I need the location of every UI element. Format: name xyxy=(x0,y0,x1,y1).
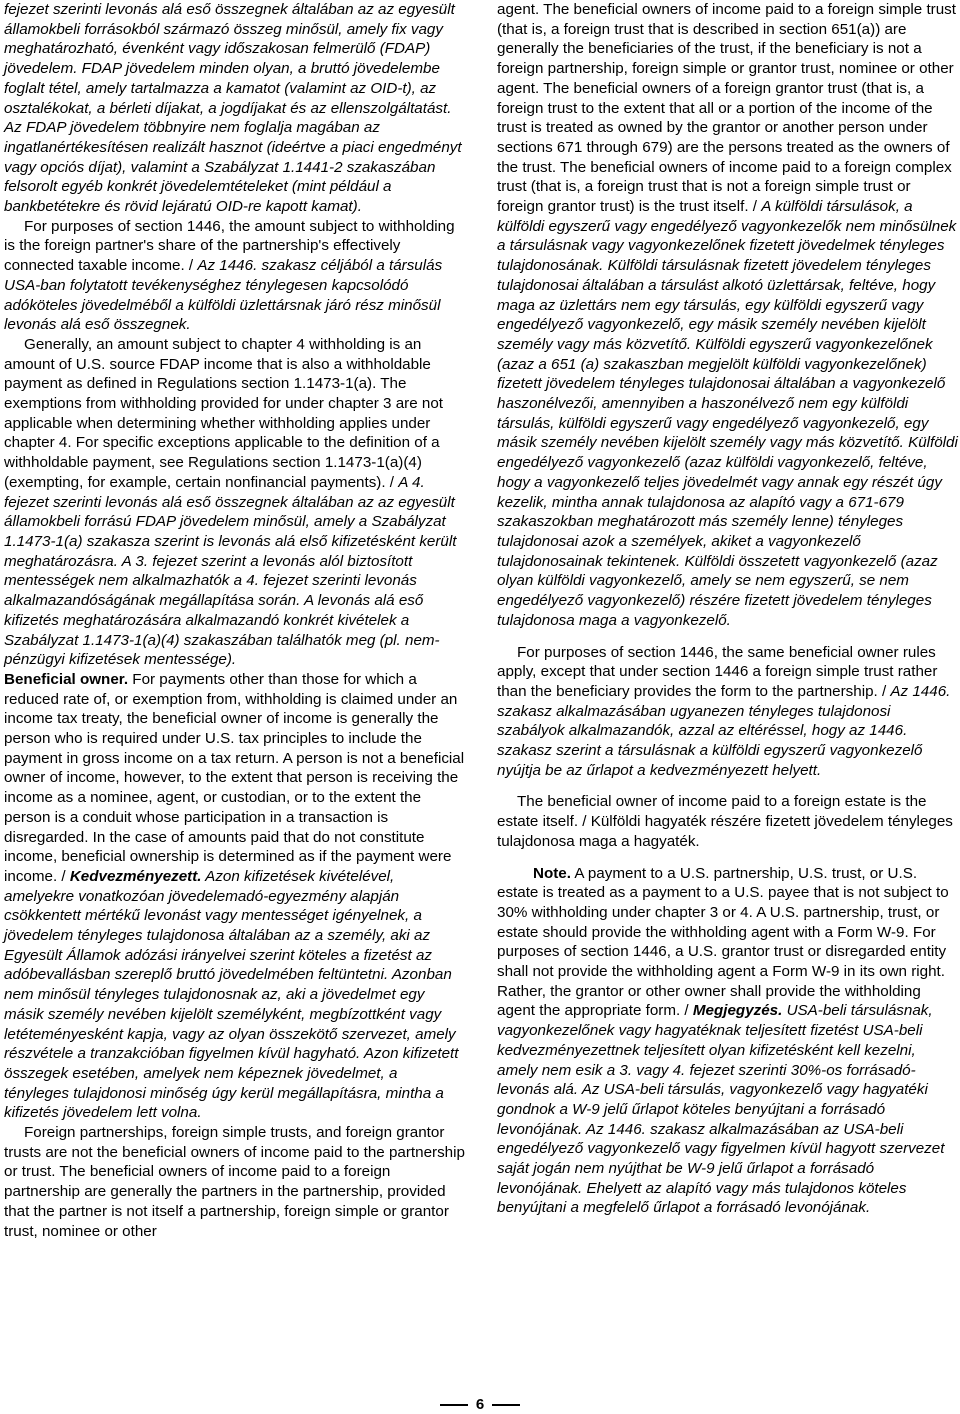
note-heading: Note. xyxy=(533,864,571,882)
footer-dash-left xyxy=(440,1404,468,1406)
right-p2-hungarian: Az 1446. szakasz alkalmazásában ugyanezen tényleges tulajdonosi szabályok alkalmazandók, azzal az eltéréssel, hogy az 1446. szakasz szerint a társulásnak a külföldi egyszerű vagyonkezelő nyújtja be az űrlapot a kedvezményezett helyett. xyxy=(497,682,951,779)
left-p2-hungarian: Az 1446. szakasz céljából a társulás USA-ban folytatott tevékenységhez ténylegesen kapcsolódó adóköteles jövedelméből a külföldi üzlettársnak járó rész minősül levonás alá eső összegnek. xyxy=(4,257,443,334)
left-paragraph-3 xyxy=(4,335,466,670)
right-p2-english: For purposes of section 1446, the same beneficial owner rules apply, except that under section 1446 a foreign simple trust rather than the beneficiary provides the form to the partnership. / xyxy=(497,643,938,700)
right-p4-hungarian: USA-beli társulásnak, vagyonkezelőnek vagy hagyatéknak teljesített fizetést USA-beli kedvezményezettnek teljesített olyan kifizetésként kell kezelni, amely nem esik a 3. vagy 4. fejezet szerinti 30%-os forrásadó-levonás alá. Az USA-beli társulás, vagyonkezelő vagy hagyatéki gondnok a W-9 jelű űrlapot köteles benyújtani a forrásadó levonójának. Az 1446. szakasz alkalmazásában az USA-beli engedélyező vagyonkezelő vagy figyelmen kívül hagyott szervezet saját jogán nem nyújthat be W-9 jelű űrlapot a forrásadó levonójának. Ehelyett az alapító vagy más tulajdonos köteles benyújtani a megfelelő űrlapot a forrásadó levonójának. xyxy=(497,1002,945,1217)
left-p3-hungarian: A 4. fejezet szerinti levonás alá eső összegnek általában az az egyesült államokbeli forrású FDAP jövedelem minősül, amely a Szabályzat 1.1473-1(a) szakasza szerint is levonás alá első kifizetésként került meghatározásra. A 3. fejezet szerint a levonás alól biztosított mentességek nem alkalmazhatók a 4. fejezet szerinti levonás alkalmazandóságának megállapítása során. A levonás alá eső kifizetés meghatározására alkalmazandó konkrét kivételek a Szabályzat 1.1473-1(a)(4) szakaszában találhatók meg (pl. nem-pénzügyi kifizetések mentessége). xyxy=(4,473,457,669)
right-paragraph-3: The beneficial owner of income paid to a foreign estate is the estate itself. / Külföldi hagyaték részére fizetett jövedelem tényleges tulajdonosa maga a hagyaték. xyxy=(497,793,953,850)
right-p1-english: agent. The beneficial owners of income paid to a foreign simple trust (that is, a foreign trust that is described in section 651(a)) are generally the beneficiaries of the trust, if the beneficiary is not a foreign partnership, foreign simple or grantor trust, nominee or other agent. The beneficial owners of a foreign grantor trust (that is, a foreign trust to the extent that all or a portion of the income of the trust is treated as owned by the grantor or another person under sections 671 through 679) are the persons treated as the owners of the trust. The beneficial owners of income paid to a foreign complex trust (that is, a foreign trust that is not a foreign simple trust or foreign grantor trust) is the trust itself. / xyxy=(497,1,956,216)
megjegyzes-heading: Megjegyzés. xyxy=(692,1002,783,1020)
left-p4-english: For payments other than those for which a reduced rate of, or exemption from, withholding is claimed under an income tax treaty, the beneficial owner of income is generally the person who is required under U.S. tax principles to include the payment in gross income on a tax return. A person is not a beneficial owner of income, however, to the extent that person is receiving the income as a nominee, agent, or custodian, or to the extent the person is a conduit whose participation in a transaction is disregarded. In the case of amounts paid that do not constitute income, beneficial ownership is determined as if the payment were income. / xyxy=(4,670,465,885)
left-paragraph-1: fejezet szerinti levonás alá eső összegnek általában az az egyesült államokbeli forrásokból származó összeg minősül, amely fix vagy meghatározható, évenként vagy időszakosan felmerülő (FDAP) jövedelem. FDAP jövedelem minden olyan, a bruttó jövedelembe foglalt tétel, amely tartalmazza a kamatot (valamint az OID-t), az osztalékokat, a bérleti díjakat, a jogdíjakat és az ellenszolgáltatást. Az FDAP jövedelem többnyire nem foglalja magában az ingatlanértékesítésen realizált hasznot (ideértve a piaci engedményt vagy opciós díjat), valamint a Szabályzat 1.1441-2 szakaszában felsorolt egyéb konkrét jövedelemtételeket (mint például a bankbetétekre és rövid lejáratú OID-re kapott kamat). xyxy=(4,1,462,216)
page-footer xyxy=(0,1396,960,1413)
left-paragraph-4 xyxy=(4,670,466,1123)
left-p2-english: For purposes of section 1446, the amount subject to withholding is the foreign partner's share of the partnership's effectively connected taxable income. / xyxy=(4,217,455,275)
right-paragraph-2 xyxy=(497,643,959,781)
left-p4-hungarian: Azon kifizetések kivételével, amelyekre vonatkozóan jövedelemadó-egyezmény alapján csökkentett mértékű levonást vagy mentességet igényelnek, a jövedelem tényleges tulajdonosa általában az a személy, aki az Egyesült Államok adózási irányelvei szerint köteles a fizetést az adóbevallásban szereplő bruttó jövedelmében feltüntetni. Azonban nem minősül tényleges tulajdonosnak az, aki a jövedelmet egy másik személy nevében kijelölt személyként, megbízottként vagy letéteményesként kapja, vagy az olyan összekötő szervezet, amely részvétele a tranzakcióban figyelmen kívül hagyható. Azon kifizetett összegek esetében, amelyek nem képeznek jövedelmet, a tényleges tulajdonosi minőség úgy kerül megállapításra, mintha a kifizetés jövedelem lett volna. xyxy=(4,867,459,1122)
right-p1-hungarian: A külföldi társulások, a külföldi egyszerű vagy engedélyező vagyonkezelők nem minősülnek a társulásnak vagy vagyonkezelőnek fizetett jövedelmek tényleges tulajdonosának. Külföldi társulásnak fizetett jövedelem tényleges tulajdonosai általában a társulást alkotó üzlettársak, feltéve, hogy maga az üzlettárs nem egy társulás, egy külföldi egyszerű vagy engedélyező vagyonkezelő, egy másik személy nevében kijelölt személy vagy más közvetítő. Külföldi egyszerű vagyonkezelőnek (azaz a 651 (a) szakaszban megjelölt külföldi vagyonkezelőnek) fizetett jövedelem tényleges tulajdonosai általában a vagyonkezelő haszonélvezői, amennyiben a haszonélvező nem egy külföldi társulás, külföldi egyszerű vagy engedélyező vagyonkezelő, egy másik személy nevében kijelölt személy vagy más közvetítő. Külföldi engedélyező vagyonkezelő (azaz külföldi vagyonkezelő, feltéve, hogy a vagyonkezelő teljes jövedelmét vagy annak egy részét úgy kezelik, mintha annak tulajdonosa az alapító vagy a 671-679 szakaszokban meghatározott más személy lenne) tényleges tulajdonosai azok a személyek, akiket a vagyonkezelő tulajdonosainak tekintenek. Külföldi összetett vagyonkezelő (azaz olyan külföldi vagyonkezelő, amely se nem egyszerű, se nem engedélyező vagyonkezelő) részére fizetett jövedelem tényleges tulajdonosa maga a vagyonkezelő. xyxy=(497,198,958,629)
left-paragraph-2 xyxy=(4,217,466,335)
right-paragraph-4 xyxy=(497,864,959,1219)
left-column xyxy=(4,0,466,1241)
right-column xyxy=(497,0,959,1218)
right-p4-english: A payment to a U.S. partnership, U.S. trust, or U.S. estate is treated as a payment to a U.S. payee that is not subject to 30% withholding under chapter 3 or 4. A U.S. partnership, trust, or estate should provide the withholding agent with a Form W-9. For purposes of section 1446, a U.S. grantor trust or disregarded entity shall not provide the withholding agent a Form W-9 in its own right. Rather, the grantor or other owner shall provide the withholding agent the appropriate form. / xyxy=(497,864,949,1020)
kedvezmenyezett-heading: Kedvezményezett. xyxy=(69,867,202,885)
right-paragraph-1 xyxy=(497,0,959,631)
left-paragraph-5: Foreign partnerships, foreign simple trusts, and foreign grantor trusts are not the beneficial owners of income paid to the partnership or trust. The beneficial owners of income paid to a foreign partnership are generally the partners in the partnership, provided that the partner is not itself a partnership, foreign simple or grantor trust, nominee or other xyxy=(4,1124,465,1240)
footer-dash-right xyxy=(492,1404,520,1406)
left-p3-english: Generally, an amount subject to chapter 4 withholding is an amount of U.S. source FDAP income that is also a withholdable payment as defined in Regulations section 1.1473-1(a). The exemptions from withholding provided for under chapter 3 are not applicable when determining whether withholding applies under chapter 4. For specific exceptions applicable to the definition of a withholdable payment, see Regulations section 1.1473-1(a)(4) (exempting, for example, certain nonfinancial payments). / xyxy=(4,335,443,491)
page-number: 6 xyxy=(475,1396,485,1413)
beneficial-owner-heading: Beneficial owner. xyxy=(4,670,129,688)
